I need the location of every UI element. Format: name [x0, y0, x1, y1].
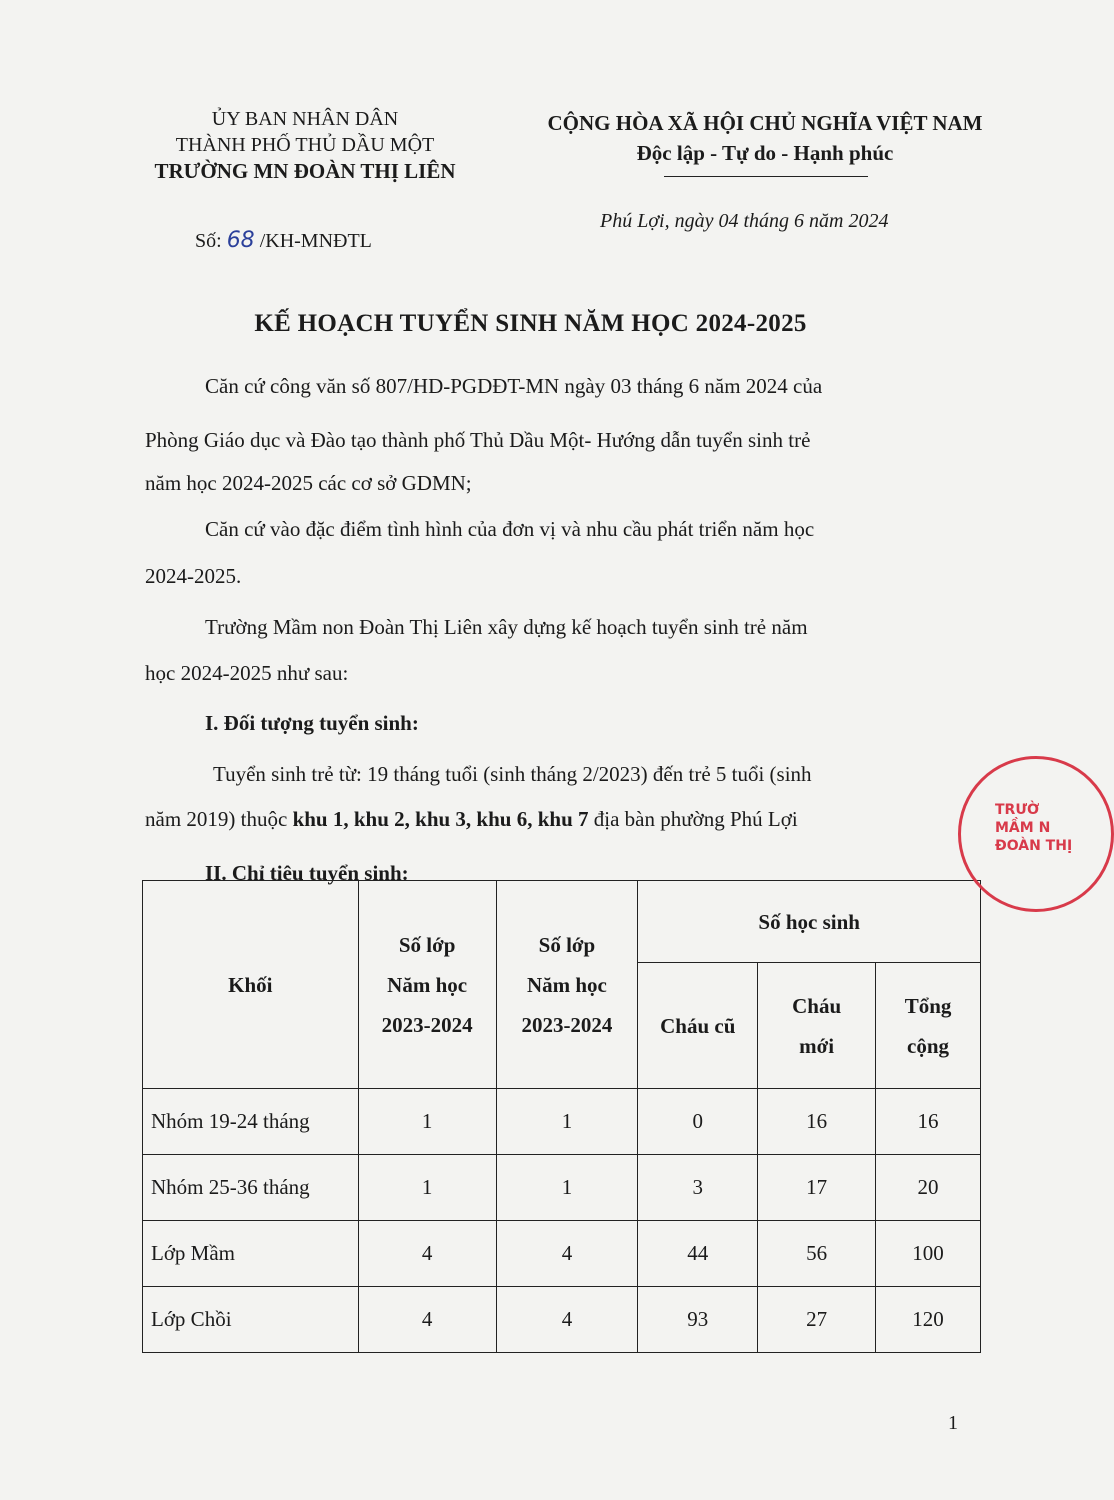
para4-line1: Tuyển sinh trẻ từ: 19 tháng tuổi (sinh tháng 2/2023) đến trẻ 5 tuổi (sinh: [213, 762, 812, 786]
authority-line-1: ỦY BAN NHÂN DÂN: [211, 108, 399, 130]
document-number: [195, 228, 372, 253]
seal-text: [995, 801, 1072, 855]
cell-lop2: 1: [496, 1089, 638, 1155]
official-seal-stamp: [958, 756, 1114, 912]
header-tong: [876, 963, 981, 1089]
cell-khoi: Nhóm 19-24 tháng: [143, 1089, 359, 1155]
header-sohocsinh: Số học sinh: [638, 881, 981, 963]
country-name: CỘNG HÒA XÃ HỘI CHỦ NGHĨA VIỆT NAM: [547, 111, 983, 135]
cell-chaucu: 93: [638, 1287, 758, 1353]
para3-line1: Trường Mầm non Đoàn Thị Liên xây dựng kế hoạch tuyển sinh trẻ năm: [205, 615, 808, 639]
cell-lop1: 1: [358, 1089, 496, 1155]
motto: Độc lập - Tự do - Hạnh phúc: [636, 141, 894, 165]
para3-line2: học 2024-2025 như sau:: [145, 661, 349, 685]
header-solop-label: Số lớp: [398, 932, 456, 957]
national-motto: [530, 108, 1000, 168]
header-namhoc-label: Năm học: [387, 972, 468, 997]
header-year-2: 2023-2024: [521, 1012, 613, 1037]
handwritten-number: 68: [226, 228, 255, 253]
cell-khoi: Nhóm 25-36 tháng: [143, 1155, 359, 1221]
cell-lop2: 4: [496, 1221, 638, 1287]
para4-areas: khu 1, khu 2, khu 3, khu 6, khu 7: [292, 807, 589, 831]
header-chaumoi: [758, 963, 876, 1089]
para1-line1: Căn cứ công văn số 807/HD-PGDĐT-MN ngày 03 tháng 6 năm 2024 của: [205, 374, 823, 398]
header-solop-2: [496, 881, 638, 1089]
section-heading-1: I. Đối tượng tuyển sinh:: [205, 711, 419, 735]
para2-line2: 2024-2025.: [145, 564, 242, 588]
cell-tong: 120: [876, 1287, 981, 1353]
document-title: KẾ HOẠCH TUYỂN SINH NĂM HỌC 2024-2025: [254, 310, 807, 337]
issue-date: Phú Lợi, ngày 04 tháng 6 năm 2024: [600, 210, 889, 232]
cell-khoi: Lớp Mầm: [143, 1221, 359, 1287]
header-year-1: 2023-2024: [381, 1012, 473, 1037]
header-solop-label: Số lớp: [538, 932, 596, 957]
school-name: TRƯỜNG MN ĐOÀN THỊ LIÊN: [154, 159, 456, 183]
authority-line-2: THÀNH PHỐ THỦ DẦU MỘT: [175, 134, 435, 156]
seal-line-1: TRƯỜ: [995, 802, 1040, 818]
number-label: Số:: [195, 230, 222, 252]
cell-lop1: 1: [358, 1155, 496, 1221]
para4-text-a: năm 2019) thuộc: [145, 807, 293, 831]
issuing-authority: [120, 106, 490, 184]
cell-chaucu: 44: [638, 1221, 758, 1287]
cell-chaumoi: 56: [758, 1221, 876, 1287]
para1-line2: Phòng Giáo dục và Đào tạo thành phố Thủ Dầu Một- Hướng dẫn tuyển sinh trẻ: [145, 428, 811, 452]
enrollment-table: [142, 880, 981, 1353]
cell-khoi: Lớp Chồi: [143, 1287, 359, 1353]
seal-line-2: MẦM N: [995, 820, 1051, 836]
cell-chaumoi: 17: [758, 1155, 876, 1221]
para1-line3: năm học 2024-2025 các cơ sở GDMN;: [145, 471, 472, 495]
para4-line2: [145, 801, 798, 837]
motto-underline: [664, 176, 868, 177]
cell-tong: 100: [876, 1221, 981, 1287]
para2-line1: Căn cứ vào đặc điểm tình hình của đơn vị và nhu cầu phát triển năm học: [205, 517, 815, 541]
cell-lop2: 1: [496, 1155, 638, 1221]
header-chaumoi-1: Cháu: [792, 993, 842, 1018]
header-tong-1: Tổng: [904, 993, 952, 1018]
cell-tong: 20: [876, 1155, 981, 1221]
header-chaucu: Cháu cũ: [638, 963, 758, 1089]
cell-lop1: 4: [358, 1287, 496, 1353]
cell-chaumoi: 16: [758, 1089, 876, 1155]
header-namhoc-label: Năm học: [526, 972, 607, 997]
cell-chaumoi: 27: [758, 1287, 876, 1353]
number-suffix: /KH-MNĐTL: [259, 230, 372, 252]
cell-lop1: 4: [358, 1221, 496, 1287]
cell-tong: 16: [876, 1089, 981, 1155]
page-number: 1: [948, 1412, 958, 1434]
table-row: [143, 1155, 981, 1221]
header-khoi: Khối: [143, 881, 359, 1089]
para4-text-c: địa bàn phường Phú Lợi: [588, 807, 798, 831]
header-tong-2: cộng: [907, 1033, 950, 1058]
cell-lop2: 4: [496, 1287, 638, 1353]
header-chaumoi-2: mới: [799, 1033, 835, 1058]
cell-chaucu: 0: [638, 1089, 758, 1155]
table-row: [143, 1089, 981, 1155]
section-heading-2: II. Chỉ tiêu tuyển sinh:: [205, 861, 409, 885]
header-solop-1: [358, 881, 496, 1089]
seal-line-3: ĐOÀN THỊ: [995, 838, 1073, 854]
cell-chaucu: 3: [638, 1155, 758, 1221]
table-row: [143, 1287, 981, 1353]
table-row: [143, 1221, 981, 1287]
